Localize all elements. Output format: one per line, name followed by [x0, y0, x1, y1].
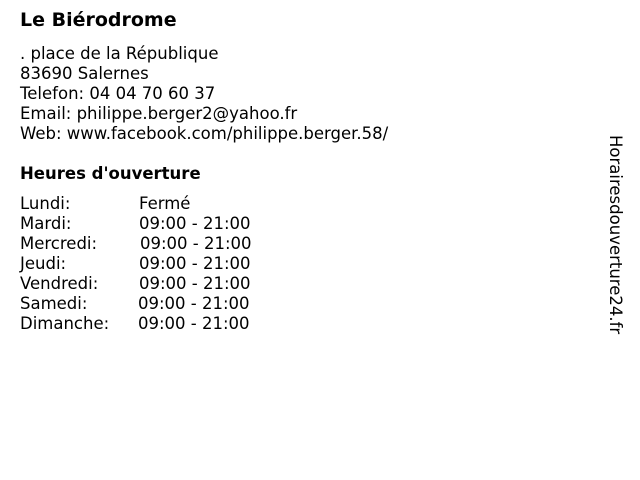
email-line: Email: philippe.berger2@yahoo.fr	[20, 104, 298, 123]
page-title: Le Biérodrome	[20, 9, 177, 31]
day-label: Mardi:	[20, 214, 72, 233]
web-line: Web: www.facebook.com/philippe.berger.58/	[20, 124, 389, 143]
hours-value: 09:00 - 21:00	[139, 254, 251, 273]
hours-value: Fermé	[139, 194, 191, 213]
day-label: Lundi:	[20, 194, 71, 213]
day-label: Dimanche:	[20, 314, 110, 333]
hours-value: 09:00 - 21:00	[140, 234, 252, 253]
day-label: Mercredi:	[20, 234, 98, 253]
hours-heading: Heures d'ouverture	[20, 164, 201, 183]
hours-value: 09:00 - 21:00	[138, 314, 250, 333]
day-label: Vendredi:	[20, 274, 99, 293]
hours-value: 09:00 - 21:00	[139, 274, 251, 293]
hours-value: 09:00 - 21:00	[138, 294, 250, 313]
phone-line: Telefon: 04 04 70 60 37	[20, 84, 216, 103]
site-watermark: Horairesdouverture24.fr	[606, 135, 625, 335]
contact-info	[20, 44, 388, 144]
address-street: . place de la République	[20, 44, 219, 63]
address-city: 83690 Salernes	[20, 64, 149, 83]
day-label: Samedi:	[20, 294, 88, 313]
day-label: Jeudi:	[20, 254, 67, 273]
hours-value: 09:00 - 21:00	[139, 214, 251, 233]
